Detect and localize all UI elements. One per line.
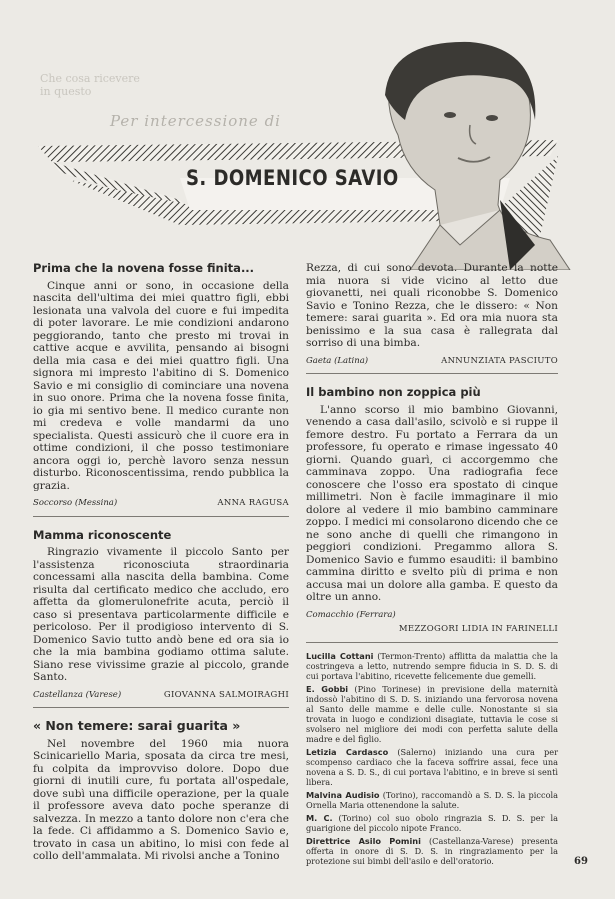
list-item [306,836,558,866]
note-text: (Torino), raccomandò a S. D. S. la piccola Ornella Maria ottenendone la salute. [306,789,558,810]
grace-notes-list [306,651,558,866]
page-title: S. DOMENICO SAVIO [186,166,399,190]
divider [33,707,289,708]
signature-place: Comacchio (Ferrara) [306,609,396,620]
article-heading: Mamma riconoscente [33,527,172,542]
bleed-through-text: Che cosa ricevere in questo [40,72,140,98]
article [33,262,289,517]
signature [306,623,558,636]
article-heading: Il bambino non zoppica più [306,385,481,399]
list-item [306,651,558,681]
note-text: (Torino) col suo obolo ringrazia S. D. S. per la guarigione del piccolo nipote Franco. [306,812,558,833]
signature [33,689,289,702]
page-number: 69 [574,856,588,867]
note-name: Lucilla Cottani [306,650,374,661]
signature-name: MEZZOGORI LIDIA IN FARINELLI [398,624,558,634]
signature-name: ANNA RAGUSA [217,498,289,508]
note-text: (Termon-Trento) afflitta da malattia che la costringeva a letto, nutrendo sempre fiducia in S. D. S. di cui portava l'abitino, ricevette felicemente due gemelli. [306,650,558,681]
signature-name: ANNUNZIATA PASCIUTO [441,355,558,366]
signature [33,497,289,510]
list-item [306,790,558,810]
note-name: E. Gobbi [306,683,349,694]
divider [306,642,558,643]
article-body: Cinque anni or sono, in occasione della nascita dell'ultima dei miei quattro figli, ebbi lesionata una valvola del cuore e fui impedita di poter lavorare. Le mie condizioni andarono peggiorando, tanto che presto mi trovai in cattive acque e avvilita, pensando ai bisogni della mia casa e dei miei quattro figli. Una signora mi impresto l'abitino di S. Domenico Savio e mi consiglio di cominciare una novena in suo onore. Prima che la novena fosse finita, io gia mi sentivo bene. Il medico curante non mi credeva e volle mandarmi da uno specialista. Questi assicurò che il cuore era in ottime condizioni, il che posso testimoniare ancora oggi io, perchè lavoro senza nessun disturbo. Riconoscentissima, rendo pubblica la grazia. [33,279,289,492]
article [33,720,289,863]
note-name: Letizia Cardasco [306,746,389,757]
divider [306,373,558,374]
header-subtitle: Per intercessione di [110,112,281,130]
article-heading: Prima che la novena fosse finita... [33,261,255,275]
signature [306,355,558,368]
article-body: L'anno scorso il mio bambino Giovanni, venendo a casa dall'asilo, scivolò e si ruppe il femore destro. Fu portato a Ferrara da un professore, fu operato e rimase ingessato 40 giorni. Quando guarì, ci accorgemmo che camminava zoppo. Una radiografia fece conoscere che l'osso era spostato di cinque millimetri. Non è facile immaginare il mio dolore al vedere il mio bambino camminare zoppo. I medici mi consolarono dicendo che ce ne sono anche di quelli che rimangono in peggiori condizioni. Pregammo allora S. Domenico Savio e fummo esauditi: il bambino cammina diritto e svelto più di prima e non accusa mai un dolore alla gamba. E questo da oltre un anno. [306,403,558,603]
signature [306,609,558,622]
signature-place: Castellanza (Varese) [33,689,122,700]
list-item [306,747,558,787]
article-body: Nel novembre del 1960 mia nuora Scinicariello Maria, sposata da circa tre mesi, fu colpita da improvviso dolore. Dopo due giorni di inutili cure, fu portata all'ospedale, dove subì una difficile operazione, per la quale il professore aveva dato poche speranze di salvezza. In mezzo a tanto dolore non c'era che la fede. Ci affidammo a S. Domenico Savio e, trovato in casa un abitino, lo misi con fede al collo dell'ammalata. Mi rivolsi anche a Tonino [33,737,289,862]
right-column [306,262,558,869]
article-continuation: Rezza, di cui sono devota. Durante la notte mia nuora si vide vicino al letto due giovanetti, nei quali riconobbe S. Domenico Savio e Tonino Rezza, che le dissero: « Non temere: sarai guarita ». Ed ora mia nuora sta benissimo e la sua casa è rallegrata dal sorriso di una bimba. [306,262,558,349]
header-artwork [30,40,600,270]
signature-place: Soccorso (Messina) [33,498,118,508]
note-name: Malvina Audisio [306,789,380,800]
note-name: Direttrice Asilo Pomini [306,835,421,846]
note-text: (Pino Torinese) in previsione della maternità indossò l'abitino di S. D. S. iniziando una fervorosa novena al Santo delle mamme e delle culle. Nonostante si sia trovata in luogo e condizioni disagiate, tuttavia le cose si svolsero nel migliore dei modi con perfetta salute della madre e del figlio. [306,683,558,744]
signature-place: Gaeta (Latina) [306,355,369,366]
left-column [33,262,289,863]
signature-name: GIOVANNA SALMOIRAGHI [163,689,289,700]
article-body: Ringrazio vivamente il piccolo Santo per l'assistenza riconosciuta straordinaria concessami alla nascita della bambina. Come risulta dal certificato medico che accludo, ero affetta da glomerulonefrite acuta, perciò il caso si presentava particolarmente difficile e pericoloso. Per il prodigioso intervento di S. Domenico Savio tutto andò bene ed ora sia io che la mia bambina godiamo ottima salute. Siano rese vivissime grazie al piccolo, grande Santo. [33,546,289,683]
article [33,529,289,709]
divider [33,516,289,517]
note-text: (Salerno) iniziando una cura per scompenso cardiaco che la faceva soffrire assai, fece una novena a S. D. S., di cui portava l'abitino, e in breve si sentì libera. [306,746,558,787]
note-name: M. C. [306,812,333,823]
note-text: (Castellanza-Varese) presenta offerta in onore di S. D. S. in ringraziamento per la protezione sui bimbi dell'asilo e dell'oratorio. [306,835,558,866]
list-item [306,813,558,833]
list-item [306,684,558,744]
article-heading: « Non temere: sarai guarita » [33,718,241,733]
